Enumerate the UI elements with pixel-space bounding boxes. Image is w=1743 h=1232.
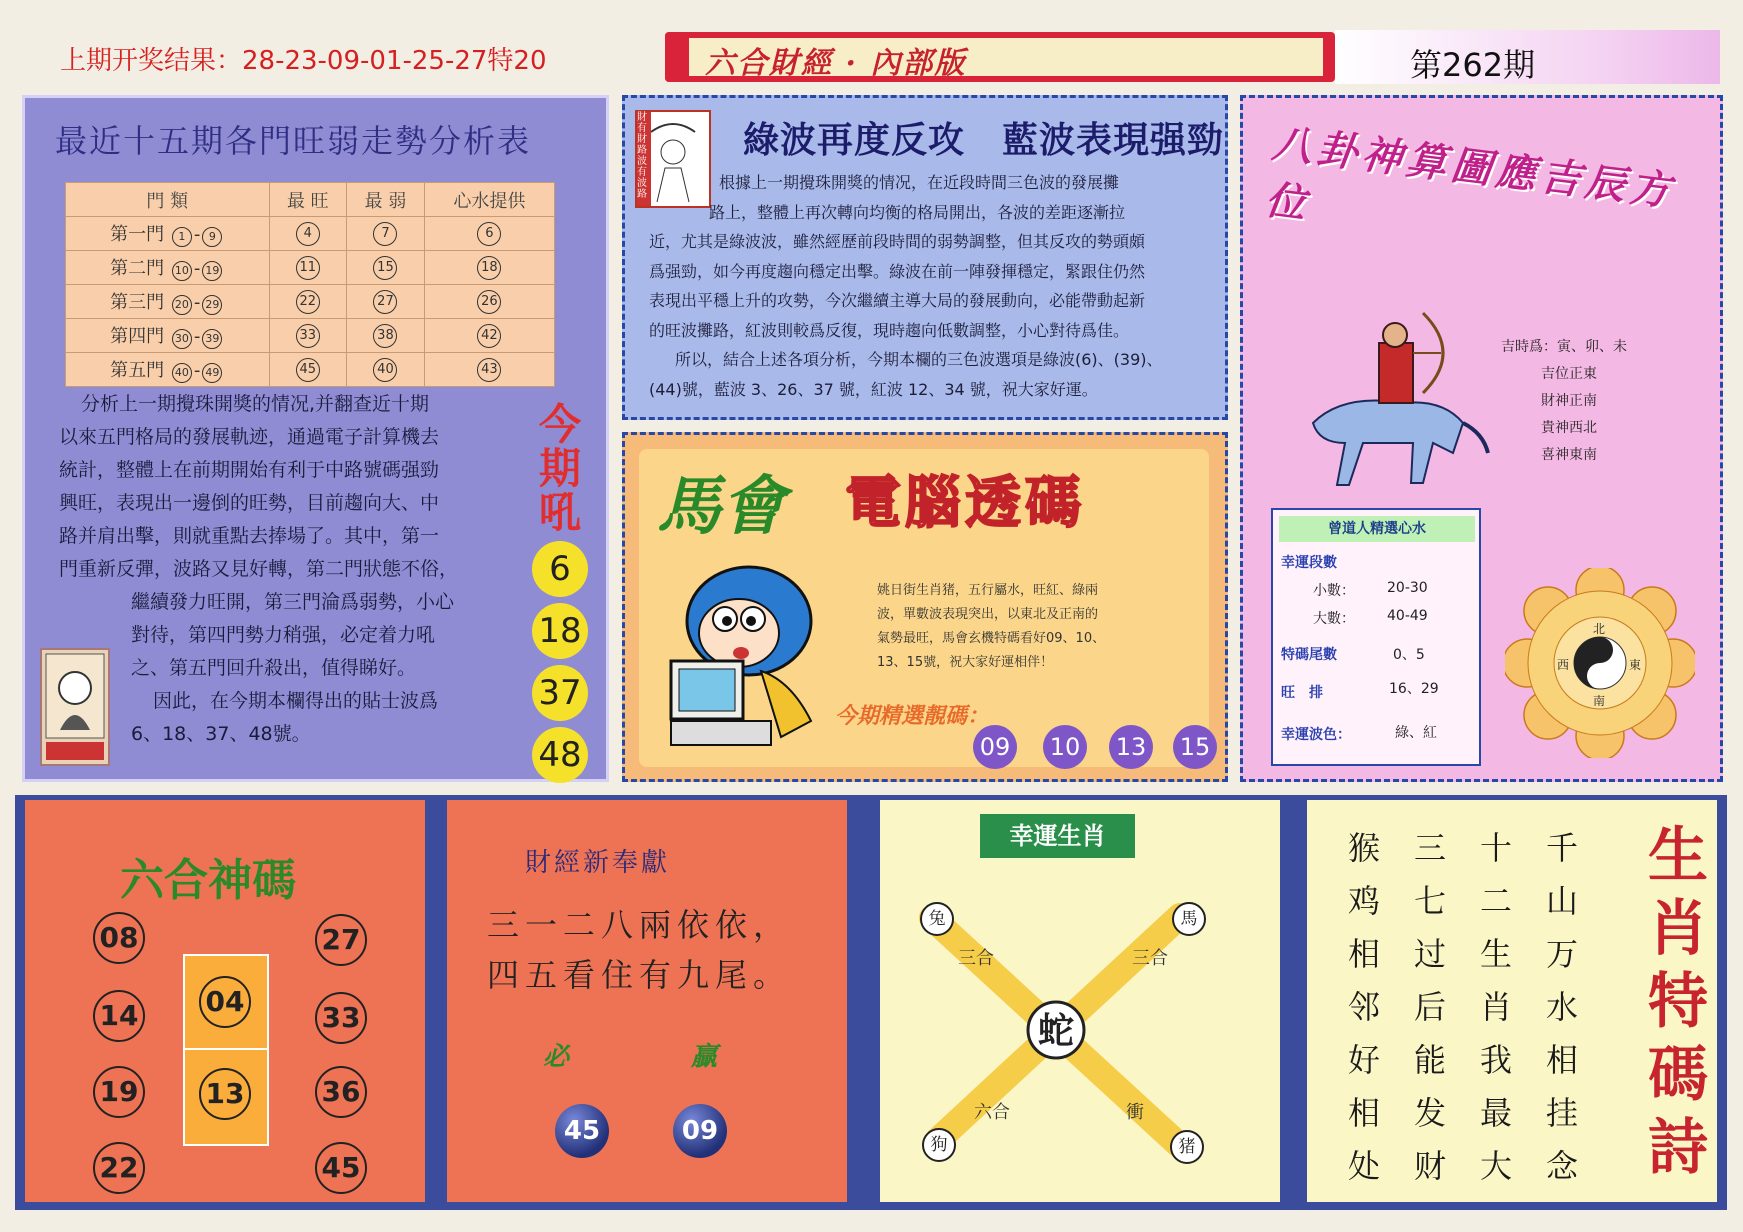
min-value: 40 — [373, 358, 397, 382]
lucky-color-value: 綠、紅 — [1395, 725, 1437, 741]
text-line: 根據上一期攪珠開獎的情况，在近段時間三色波的發展攤 — [719, 173, 1120, 192]
info-line: 吉時爲：寅、卯、未 — [1501, 339, 1627, 355]
range-from: 20 — [172, 295, 192, 315]
lucky-numbers-title: 六合神碼 — [120, 855, 296, 906]
relation-label: 六合 — [974, 1102, 1010, 1123]
computer-character-icon — [661, 561, 841, 757]
zodiac-horse: 馬 — [1172, 902, 1206, 936]
lucky-number: 45 — [315, 1142, 367, 1194]
horse-archer-icon — [1283, 303, 1493, 493]
tip-value: 26 — [477, 290, 501, 314]
trend-table-title: 最近十五期各門旺弱走勢分析表 — [55, 122, 532, 160]
lucky-number-special: 04 — [199, 976, 251, 1028]
trend-table — [65, 182, 555, 387]
table-row: 第一門 1 - 9 4 7 6 — [66, 217, 555, 251]
lucky-number: 22 — [93, 1142, 145, 1194]
must-label: 必 — [543, 1042, 570, 1072]
last-result: 上期开奖结果：28-23-09-01-25-27特20 — [60, 46, 547, 76]
small-range-value: 20-30 — [1387, 580, 1428, 596]
wang-label: 旺 排 — [1281, 685, 1323, 701]
poem-line: 四五看住有九尾。 — [487, 956, 792, 994]
brand-title: 六合財經 · 內部版 — [705, 46, 967, 81]
selected-codes-label: 今期精選靚碼： — [835, 704, 990, 729]
tail-number-label: 特碼尾數 — [1281, 647, 1337, 663]
color-wave-panel — [622, 95, 1228, 420]
max-value: 11 — [296, 256, 320, 280]
table-row: 第三門 20 - 29 22 27 26 — [66, 285, 555, 319]
jockey-club-title: 馬會 — [657, 469, 785, 544]
lucky-number: 27 — [315, 914, 367, 966]
text-line: 統計，整體上在前期開始有利于中路號碼强勁 — [59, 459, 440, 481]
range-to: 29 — [202, 295, 222, 315]
lucky-zodiac-title: 幸運生肖 — [980, 814, 1135, 858]
zodiac-dog: 狗 — [922, 1128, 956, 1162]
group-name: 第四門 — [110, 326, 165, 347]
table-row: 第四門 30 - 39 33 38 42 — [66, 319, 555, 353]
range-to: 19 — [202, 261, 222, 281]
offering-poem — [487, 900, 791, 1000]
color-wave-text — [649, 168, 1209, 404]
col-header: 最 旺 — [269, 183, 347, 217]
min-value: 7 — [373, 222, 397, 246]
poem-column: 猴 鸡 相 邻 好 相 处 — [1347, 829, 1380, 1185]
zodiac-poem-panel — [1307, 800, 1717, 1202]
center-zodiac: 蛇 — [1037, 1011, 1074, 1052]
group-name: 第五門 — [110, 360, 165, 381]
max-value: 45 — [296, 358, 320, 382]
seal-stamp-icon: 財有財路 波有波路 — [635, 110, 711, 208]
text-line: 門重新反彈，波路又見好轉，第二門狀態不俗， — [59, 558, 459, 580]
text-line: 6、18、37、48號。 — [131, 723, 311, 745]
text-line: 近，尤其是綠波波，雖然經歷前段時間的弱勢調整，但其反攻的勢頭頗 — [649, 232, 1146, 251]
text-line: 對待，第四門勢力稍强，必定着力吼 — [131, 624, 436, 646]
table-row: 第二門 10 - 19 11 15 18 — [66, 251, 555, 285]
text-line: 以來五門格局的發展軌迹，通過電子計算機去 — [59, 426, 440, 448]
relation-label: 衝 — [1126, 1102, 1144, 1123]
min-value: 38 — [373, 324, 397, 348]
lucky-number-special: 13 — [199, 1068, 251, 1120]
offering-panel — [447, 800, 847, 1202]
auspicious-info — [1501, 334, 1681, 469]
group-name: 第二門 — [110, 258, 165, 279]
text-line: 繼續發力旺開，第三門淪爲弱勢，小心 — [131, 591, 455, 613]
big-range-value: 40-49 — [1387, 608, 1428, 624]
range-from: 1 — [172, 227, 192, 247]
lucky-number: 14 — [93, 990, 145, 1042]
tip-value: 42 — [477, 324, 501, 348]
text-line: (44)號，藍波 3、26、37 號，紅波 12、34 號，祝大家好運。 — [649, 379, 1098, 399]
range-from: 40 — [172, 363, 192, 383]
range-from: 30 — [172, 329, 192, 349]
lucky-color-label: 幸運波色： — [1281, 727, 1351, 743]
relation-label: 三合 — [1132, 948, 1168, 969]
info-line: 財神正南 — [1541, 393, 1597, 409]
relation-label: 三合 — [958, 948, 994, 969]
bagua-title: 八卦神算圖應吉辰方位 — [1262, 119, 1678, 229]
big-range-label: 大數： — [1313, 611, 1355, 627]
text-line: 所以，結合上述各項分析，今期本欄的三色波選項是綠波(6)、(39)、 — [675, 350, 1163, 369]
zodiac-pig: 猪 — [1170, 1130, 1204, 1164]
min-value: 15 — [373, 256, 397, 280]
info-line: 貴神西北 — [1541, 420, 1597, 436]
text-line: 路并肩出擊，則就重點去捧場了。其中，第一 — [59, 525, 440, 547]
selected-code-ball: 13 — [1109, 725, 1153, 769]
poem-column: 千 山 万 水 相 挂 念 — [1545, 829, 1578, 1185]
text-line: 之、第五門回升殺出，值得睇好。 — [131, 657, 417, 679]
text-line: 爲强勁，如今再度趨向穩定出擊。綠波在前一陣發揮穩定，緊跟住仍然 — [649, 261, 1146, 281]
deity-seal-icon — [40, 648, 110, 766]
offering-ball: 09 — [673, 1104, 727, 1158]
text-line: 的旺波攤路，紅波則較爲反復，現時趨向低數調整，小心對待爲佳。 — [649, 320, 1130, 340]
lucky-number: 19 — [93, 1066, 145, 1118]
trend-analysis-text — [59, 388, 519, 751]
wang-value: 16、29 — [1389, 681, 1439, 697]
text-line: 分析上一期攪珠開獎的情况,并翻查近十期 — [81, 393, 430, 415]
group-name: 第一門 — [110, 224, 165, 245]
tip-badge — [525, 400, 595, 783]
text-line: 表現出平穩上升的攻勢，今次繼續主導大局的發展動向，必能帶動起新 — [649, 291, 1146, 310]
compass-west: 西 — [1557, 658, 1570, 672]
offering-ball: 45 — [555, 1104, 609, 1158]
computer-code-text — [877, 579, 1177, 675]
tip-ball: 37 — [532, 665, 588, 721]
zodiac-rabbit: 兔 — [920, 902, 954, 936]
text-line: 氣勢最旺，馬會玄機特碼看好09、10、 — [877, 631, 1106, 646]
tip-ball: 6 — [532, 541, 588, 597]
compass-south: 南 — [1593, 694, 1606, 708]
col-header: 門 類 — [66, 183, 270, 217]
text-line: 路上，整體上再次轉向均衡的格局開出，各波的差距逐漸拉 — [709, 202, 1126, 222]
lucky-box-header: 曾道人精選心水 — [1279, 516, 1475, 542]
table-row: 第五門 40 - 49 45 40 43 — [66, 353, 555, 387]
issue-number: 第262期 — [1410, 46, 1536, 84]
lucky-numbers-panel — [25, 800, 425, 1202]
lucky-number: 08 — [93, 912, 145, 964]
computer-code-panel — [622, 432, 1228, 782]
info-line: 喜神東南 — [1541, 447, 1597, 463]
max-value: 22 — [296, 290, 320, 314]
tip-value: 6 — [477, 222, 501, 246]
offering-title: 財經新奉獻 — [525, 848, 671, 878]
min-value: 27 — [373, 290, 397, 314]
table-header-row — [66, 183, 555, 217]
trend-analysis-panel — [22, 95, 609, 782]
compass-north: 北 — [1593, 622, 1606, 636]
text-line: 波，單數波表現突出，以東北及正南的 — [877, 607, 1099, 622]
zodiac-poem-title: 生 肖 特 碼 詩 — [1648, 821, 1708, 1183]
col-header: 最 弱 — [347, 183, 425, 217]
info-line: 吉位正東 — [1541, 366, 1597, 382]
tip-ball: 18 — [532, 603, 588, 659]
lucky-box — [1271, 508, 1481, 766]
lucky-number: 36 — [315, 1066, 367, 1118]
poem-column: 三 七 过 后 能 发 财 — [1413, 829, 1446, 1185]
text-line: 13、15號，祝大家好運相伴！ — [877, 655, 1054, 670]
small-range-label: 小數： — [1313, 583, 1355, 599]
tip-value: 43 — [477, 358, 501, 382]
max-value: 33 — [296, 324, 320, 348]
tip-badge-label: 今 期 吼 — [538, 400, 581, 537]
win-label: 贏 — [691, 1042, 718, 1072]
lucky-range-label: 幸運段數 — [1281, 555, 1337, 571]
range-to: 39 — [202, 329, 222, 349]
col-header: 心水提供 — [424, 183, 554, 217]
compass-east: 東 — [1629, 658, 1642, 672]
text-line: 興旺，表現出一邊倒的旺勢，目前趨向大、中 — [59, 492, 440, 514]
computer-code-title: 電腦透碼 — [845, 471, 1085, 536]
group-name: 第三門 — [110, 292, 165, 313]
range-to: 9 — [202, 227, 222, 247]
text-line: 姚日街生肖猪，五行屬水，旺紅、綠兩 — [877, 583, 1099, 598]
tip-ball: 48 — [532, 727, 588, 783]
tail-number-value: 0、5 — [1393, 647, 1425, 663]
range-from: 10 — [172, 261, 192, 281]
range-to: 49 — [202, 363, 222, 383]
poem-column: 十 二 生 肖 我 最 大 — [1479, 829, 1512, 1185]
bagua-panel — [1240, 95, 1723, 782]
bagua-compass-icon — [1505, 568, 1695, 758]
selected-code-ball: 10 — [1043, 725, 1087, 769]
tip-value: 18 — [477, 256, 501, 280]
color-wave-title: 綠波再度反攻 藍波表現强勁 — [743, 119, 1225, 161]
lucky-number: 33 — [315, 992, 367, 1044]
lucky-zodiac-panel — [880, 800, 1280, 1202]
text-line: 因此，在今期本欄得出的貼士波爲 — [153, 690, 439, 712]
max-value: 4 — [296, 222, 320, 246]
selected-code-ball: 15 — [1173, 725, 1217, 769]
poem-line: 三一二八兩依依， — [487, 906, 792, 944]
selected-code-ball: 09 — [973, 725, 1017, 769]
brand-banner — [665, 32, 1335, 82]
